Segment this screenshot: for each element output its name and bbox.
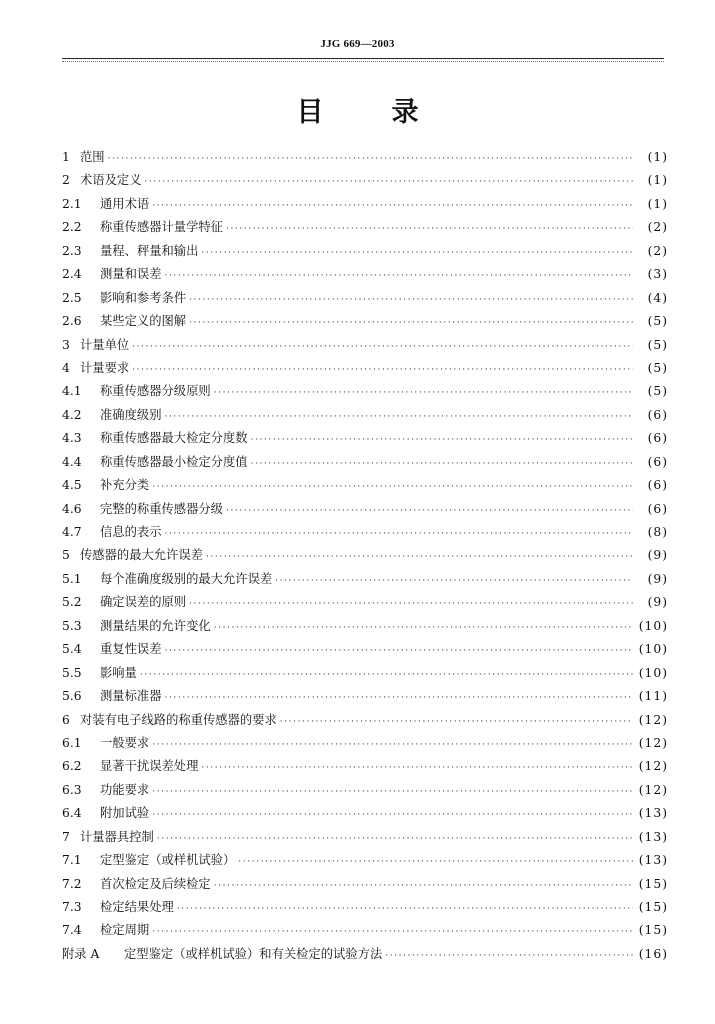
toc-entry[interactable] (62, 287, 668, 310)
toc-entry-number: 2.5 (62, 290, 82, 305)
dot-leader (206, 546, 633, 569)
toc-entry[interactable] (62, 169, 668, 192)
toc-entry-page: (6) (647, 478, 668, 493)
toc-entry-number: 7.1 (62, 853, 82, 868)
toc-entry-number: 2.1 (62, 196, 82, 211)
toc-entry[interactable] (62, 193, 668, 216)
toc-entry-page: (1) (647, 150, 668, 164)
toc-entry-page: (10) (638, 665, 668, 680)
toc-entry-page: (9) (647, 571, 668, 586)
toc-entry-page: (2) (647, 243, 668, 258)
toc-entry[interactable] (62, 826, 668, 849)
toc-entry-page: (9) (647, 548, 668, 563)
toc-entry-page: (13) (638, 853, 668, 868)
toc-entry[interactable] (62, 310, 668, 333)
toc-entry-number: 5.5 (62, 665, 82, 680)
dot-leader (275, 570, 633, 593)
toc-entry-label: 信息的表示 (100, 525, 162, 539)
toc-entry-label: 称重传感器计量学特征 (100, 220, 223, 235)
toc-entry[interactable] (62, 498, 668, 521)
toc-entry-label: 影响量 (100, 665, 137, 680)
toc-entry-page: (10) (638, 618, 668, 633)
dot-leader (152, 476, 633, 499)
dot-leader (189, 289, 633, 312)
header-divider (62, 58, 664, 67)
toc-entry-page: (1) (647, 196, 668, 211)
toc-entry[interactable] (62, 919, 668, 942)
toc-entry-page: (1) (647, 173, 668, 188)
toc-entry-number: 4.4 (62, 454, 82, 469)
toc-entry-page: (6) (647, 501, 668, 516)
toc-entry-page: (13) (638, 829, 668, 844)
toc-entry-label: 某些定义的图解 (100, 314, 187, 329)
dot-leader (132, 359, 633, 382)
toc-entry-page: (5) (647, 337, 668, 352)
toc-entry-number: 5.6 (62, 689, 82, 704)
toc-entry-label: 计量单位 (80, 337, 130, 352)
toc-entry-label: 定型鉴定（或样机试验） (100, 853, 236, 868)
toc-entry-page: (10) (638, 642, 668, 657)
toc-entry-page: (12) (638, 782, 668, 797)
toc-entry-label: 通用术语 (100, 196, 150, 211)
dot-leader (108, 148, 633, 171)
toc-entry-label: 功能要求 (100, 782, 150, 797)
toc-entry[interactable] (62, 334, 668, 357)
toc-entry-page: (5) (647, 360, 668, 375)
toc-entry[interactable] (62, 427, 668, 450)
toc-entry-label: 检定结果处理 (100, 900, 174, 914)
toc-entry-number: 4.5 (62, 478, 82, 493)
toc-entry-number: 7.2 (62, 876, 82, 891)
toc-entry-page: (6) (647, 407, 668, 422)
dot-leader (189, 312, 633, 335)
toc-entry[interactable] (62, 404, 668, 427)
toc-entry-number: 2.6 (62, 314, 82, 329)
dot-leader (251, 429, 633, 452)
title-char-left: 目 (296, 97, 324, 128)
toc-entry-number: 4.2 (62, 407, 82, 422)
toc-entry-page: (5) (647, 384, 668, 399)
title-char-right: 录 (391, 97, 419, 128)
toc-entry[interactable] (62, 638, 668, 661)
toc-entry-label: 重复性误差 (100, 642, 162, 657)
toc-entry[interactable] (62, 591, 668, 614)
toc-entry[interactable] (62, 474, 668, 497)
dot-leader (226, 500, 633, 523)
toc-entry[interactable] (62, 849, 668, 872)
toc-entry-label: 每个准确度级别的最大允许误差 (100, 571, 273, 586)
dot-leader (280, 711, 633, 734)
dot-leader (132, 336, 633, 359)
toc-entry[interactable] (62, 568, 668, 591)
dot-leader (385, 945, 633, 968)
toc-entry-number: 1 (62, 150, 70, 164)
dot-leader (152, 734, 633, 757)
toc-entry-page: (16) (638, 946, 668, 961)
toc-entry-number: 5.1 (62, 571, 82, 586)
toc-entry-number: 7.3 (62, 900, 82, 914)
toc-entry-page: (12) (638, 735, 668, 750)
toc-entry-page: (3) (647, 267, 668, 282)
toc-entry-number: 5.2 (62, 595, 82, 610)
toc-entry-page: (2) (647, 220, 668, 235)
toc-entry[interactable] (62, 615, 668, 638)
dot-leader (152, 921, 633, 944)
toc-entry-number: 6 (62, 712, 70, 727)
toc-entry-page: (15) (638, 900, 668, 914)
dot-leader (226, 218, 633, 241)
toc-entry-page: (12) (638, 759, 668, 774)
toc-entry[interactable] (62, 896, 668, 919)
toc-entry-number: 4.6 (62, 501, 82, 516)
toc-entry[interactable] (62, 380, 668, 403)
toc-entry-label: 计量要求 (80, 360, 130, 375)
document-code-header: JJG 669—2003 (320, 38, 395, 50)
dot-leader (165, 406, 634, 429)
toc-entry-page: (11) (638, 689, 668, 704)
toc-entry-number: 2.4 (62, 267, 82, 282)
toc-entry-number: 2.2 (62, 220, 82, 235)
toc-entry-page: (4) (647, 290, 668, 305)
toc-entry-label: 测量标准器 (100, 689, 162, 704)
dot-leader (251, 453, 633, 476)
toc-entry-page: (12) (638, 712, 668, 727)
toc-entry-number: 5.3 (62, 618, 82, 633)
toc-entry[interactable] (62, 873, 668, 896)
toc-entry[interactable] (62, 732, 668, 755)
toc-entry-label: 检定周期 (100, 923, 150, 938)
toc-entry[interactable] (62, 240, 668, 263)
dot-leader (140, 664, 633, 687)
toc-entry[interactable] (62, 802, 668, 825)
toc-entry-label: 确定误差的原则 (100, 595, 187, 610)
dot-leader (214, 617, 633, 640)
dot-leader (189, 593, 633, 616)
dot-leader (165, 523, 634, 546)
toc-entry-label: 称重传感器最大检定分度数 (100, 431, 248, 446)
toc-entry-page: (15) (638, 923, 668, 938)
toc-entry-page: (6) (647, 454, 668, 469)
table-of-contents (62, 146, 668, 966)
dot-leader (201, 757, 633, 780)
toc-entry[interactable] (62, 685, 668, 708)
dot-leader (165, 640, 634, 663)
toc-entry[interactable] (62, 146, 668, 169)
toc-entry-number: 6.3 (62, 782, 82, 797)
toc-entry-label: 计量器具控制 (80, 829, 154, 844)
toc-entry-number: 5.4 (62, 642, 82, 657)
toc-entry-page: (9) (647, 595, 668, 610)
toc-entry-number: 2 (62, 173, 70, 188)
toc-entry-number: 4 (62, 360, 70, 375)
dot-leader (152, 195, 633, 218)
toc-entry-label: 范围 (80, 150, 105, 164)
toc-entry-number: 附录 A (62, 946, 100, 961)
toc-entry-number: 7.4 (62, 923, 82, 938)
dot-leader (214, 875, 633, 898)
toc-entry-label: 完整的称重传感器分级 (100, 501, 223, 516)
toc-entry[interactable] (62, 357, 668, 380)
toc-entry-label: 定型鉴定（或样机试验）和有关检定的试验方法 (124, 946, 383, 961)
toc-entry[interactable] (62, 662, 668, 685)
toc-entry[interactable] (62, 755, 668, 778)
toc-entry[interactable] (62, 943, 668, 966)
dot-leader (152, 804, 633, 827)
toc-entry-label: 传感器的最大允许误差 (80, 548, 203, 563)
toc-entry-label: 术语及定义 (80, 173, 142, 188)
toc-entry-label: 准确度级别 (100, 407, 162, 422)
dot-leader (165, 687, 634, 710)
toc-entry-label: 量程、秤量和输出 (100, 243, 199, 258)
toc-entry-page: (6) (647, 431, 668, 446)
dot-leader (165, 265, 634, 288)
toc-entry-number: 5 (62, 548, 70, 563)
toc-entry-label: 对装有电子线路的称重传感器的要求 (80, 712, 277, 727)
toc-entry-number: 4.3 (62, 431, 82, 446)
toc-entry-number: 4.1 (62, 384, 82, 399)
toc-entry-label: 显著干扰误差处理 (100, 759, 199, 774)
dot-leader (177, 898, 633, 921)
toc-entry-number: 4.7 (62, 525, 82, 539)
toc-entry-page: (5) (647, 314, 668, 329)
toc-entry-number: 6.1 (62, 735, 82, 750)
toc-entry-number: 7 (62, 829, 70, 844)
toc-entry[interactable] (62, 216, 668, 239)
toc-entry-number: 3 (62, 337, 70, 352)
toc-entry[interactable] (62, 451, 668, 474)
toc-entry-label: 测量和误差 (100, 267, 162, 282)
toc-entry-number: 6.4 (62, 806, 82, 821)
toc-entry-label: 影响和参考条件 (100, 290, 187, 305)
toc-entry-label: 称重传感器分级原则 (100, 384, 211, 399)
toc-entry-label: 测量结果的允许变化 (100, 618, 211, 633)
toc-entry-number: 6.2 (62, 759, 82, 774)
page-title (0, 90, 715, 129)
dot-leader (145, 171, 634, 194)
dot-leader (201, 242, 633, 265)
dot-leader (238, 851, 633, 874)
toc-entry-page: (8) (647, 525, 668, 539)
dot-leader (157, 828, 633, 851)
toc-entry-label: 附加试验 (100, 806, 150, 821)
dot-leader (152, 781, 633, 804)
toc-entry-page: (15) (638, 876, 668, 891)
toc-entry[interactable] (62, 779, 668, 802)
toc-entry-label: 一般要求 (100, 735, 150, 750)
toc-entry-label: 补充分类 (100, 478, 150, 493)
toc-entry[interactable] (62, 521, 668, 544)
toc-entry-label: 首次检定及后续检定 (100, 876, 211, 891)
toc-entry-page: (13) (638, 806, 668, 821)
toc-entry-label: 称重传感器最小检定分度值 (100, 454, 248, 469)
toc-entry[interactable] (62, 544, 668, 567)
toc-entry-number: 2.3 (62, 243, 82, 258)
dot-leader (214, 382, 633, 405)
toc-entry[interactable] (62, 263, 668, 286)
toc-entry[interactable] (62, 709, 668, 732)
